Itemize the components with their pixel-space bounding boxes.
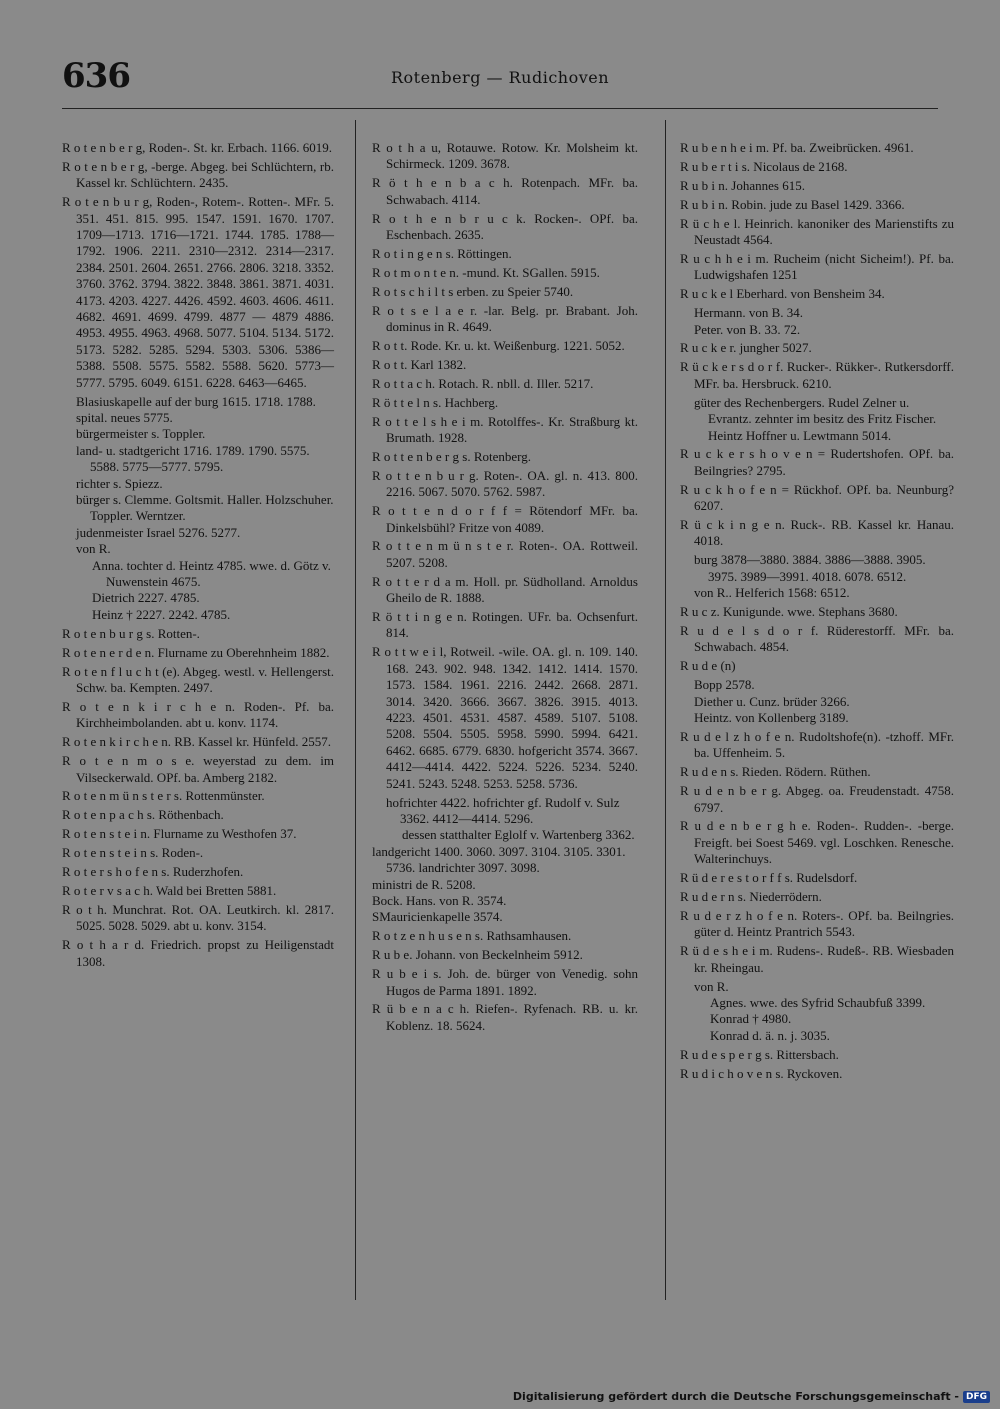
index-entry [62, 845, 334, 861]
index-entry [372, 246, 638, 262]
index-entry-text: R o t t e n d o r f f = Rötendorf MFr. ba. Dinkelsbühl? Fritze von 4089. [372, 503, 638, 535]
index-subentry: Agnes. wwe. des Syfrid Schaubfuß 3399. [710, 995, 926, 1010]
index-entry [372, 503, 638, 536]
column-3 [680, 140, 954, 1085]
index-entry-text: R o t e n p a c h s. Röthenbach. [62, 807, 224, 823]
index-entry-text: R ü b e n a c h. Riefen-. Ryfenach. RB. u. kr. Koblenz. 18. 5624. [372, 1001, 638, 1033]
index-entry-text: R o t e r s h o f e n s. Ruderzhofen. [62, 864, 244, 880]
index-entry [62, 734, 334, 750]
index-subentry: von R. [76, 541, 111, 557]
index-entry-text: R o t t e l s h e i m. Rotolffes-. Kr. Straßburg kt. Brumath. 1928. [372, 413, 638, 445]
index-entry [62, 753, 334, 786]
index-subentry: Peter. von B. 33. 72. [694, 321, 801, 337]
index-subentry: güter des Rechenbergers. Rudel Zelner u. Evrantz. zehnter im besitz des Fritz Fischer. Heintz Hoffner u. Lewtmann 5014. [694, 394, 937, 443]
index-entry-text: R o t e n s t e i n s. Roden-. [62, 845, 204, 861]
index-subentry: dessen statthalter Eglolf v. Wartenberg 3362. [402, 827, 635, 843]
index-entry-text: R ü c k e r s d o r f. Rucker-. Rükker-. Rutkersdorff. MFr. ba. Hersbruck. 6210. [680, 359, 954, 391]
index-entry [680, 517, 954, 602]
index-entry-text: R u d e n b e r g. Abgeg. oa. Freudenstadt. 4758. 6797. [680, 783, 954, 815]
index-entry [372, 966, 638, 999]
index-entry-text: R u b e r t i s. Nicolaus de 2168. [680, 158, 848, 174]
page-number: 636 [62, 56, 130, 96]
index-entry-text: R o t z e n h u s e n s. Rathsamhausen. [372, 928, 572, 944]
index-entry-text: R ü c k i n g e n. Ruck-. RB. Kassel kr. Hanau. 4018. [680, 517, 954, 549]
index-entry-text: R o t e n k i r c h e n. Roden-. Pf. ba. Kirchheimbolanden. abt u. konv. 1174. [62, 698, 334, 731]
index-subentry: Blasiuskapelle auf der burg 1615. 1718. 1788. [76, 393, 316, 409]
index-entry [680, 908, 954, 941]
index-entry [680, 1066, 954, 1082]
index-entry [372, 468, 638, 501]
index-entry [372, 609, 638, 642]
index-subentry: Hermann. von B. 34. [694, 305, 804, 321]
index-entry-text: R u d e n s. Rieden. Rödern. Rüthen. [680, 764, 871, 780]
index-entry-text: R o t e n m ü n s t e r s. Rottenmünster. [62, 788, 265, 804]
index-subentry: spital. neues 5775. [76, 410, 173, 425]
index-entry-text: R o t h a u, Rotauwe. Rotow. Kr. Molsheim kt. Schirmeck. 1209. 3678. [372, 140, 638, 172]
index-entry [372, 449, 638, 465]
index-entry-text: R o t t w e i l, Rotweil. -wile. OA. gl. n. 109. 140. 168. 243. 902. 948. 1342. 1412. 1414. 1570. 1573. 1584. 1961. 2216. 2442. 2668. 2871. 3014. 3420. 3666. 3667. 3826. 3915. 4013. 4223. 4501. 4531. 4587. 4589. 5107. 5108. 5208. 5504. 5505. 5958. 5990. 5994. 6421. 6462. 6685. 6779. 6830. hofgericht 3574. 3667. 4412—4414. 4422. 5224. 5226. 5234. 5240. 5241. 5243. 5248. 5253. 5258. 5736. [372, 644, 638, 791]
index-entry-text: R o t e n k i r c h e n. RB. Kassel kr. Hünfeld. 2557. [62, 734, 331, 750]
index-subentry: Dietrich 2227. 4785. [92, 590, 200, 606]
index-entry-text: R o t t. Karl 1382. [372, 356, 467, 372]
index-entry-text: R u d e n b e r g h e. Roden-. Rudden-. -berge. Freigft. bei Soest 5469. vgl. Loschken. Renesche. Walterinchuys. [680, 818, 954, 867]
index-subentry: Bock. Hans. von R. 3574. [372, 892, 507, 908]
index-entry [62, 699, 334, 732]
index-entry-text: R u b e i s. Joh. de. bürger von Venedig. sohn Hugos de Parma 1891. 1892. [372, 966, 638, 998]
column-separator-1 [355, 120, 356, 1300]
index-entry [372, 376, 638, 392]
index-entry-text: R ü c h e l. Heinrich. kanoniker des Marienstifts zu Neustadt 4564. [680, 215, 954, 248]
index-entry [680, 604, 954, 620]
index-entry [372, 395, 638, 411]
index-entry [680, 340, 954, 356]
index-entry [680, 870, 954, 886]
index-entry [680, 286, 954, 338]
index-entry [680, 359, 954, 444]
index-entry-text: R u b e. Johann. von Beckelnheim 5912. [372, 947, 583, 963]
index-entry [62, 645, 334, 661]
index-subentry: bürgermeister s. Toppler. [76, 426, 206, 442]
index-subentry: Konrad † 4980. [710, 1011, 792, 1027]
index-entry [62, 140, 334, 156]
index-entry-text: R o t t. Rode. Kr. u. kt. Weißenburg. 1221. 5052. [372, 337, 625, 353]
index-entry-text: R u c h h e i m. Rucheim (nicht Sicheim!). Pf. ba. Ludwigshafen 1251 [680, 250, 954, 283]
index-subentry: bürger s. Clemme. Goltsmit. Haller. Holzschuher. Toppler. Werntzer. [76, 492, 334, 524]
index-entry-text: R u b e n h e i m. Pf. ba. Zweibrücken. 4961. [680, 140, 914, 155]
index-subentry: Bopp 2578. [694, 677, 755, 693]
index-entry [680, 1047, 954, 1063]
index-entry [680, 197, 954, 213]
index-entry-text: R o t e n b u r g, Roden-, Rotem-. Rotten-. MFr. 5. 351. 451. 815. 995. 1547. 1591. 1670. 1707. 1709—1713. 1716—1721. 1744. 1785. 1788—1792. 1906. 2211. 2310—2312. 2314—2317. 2384. 2501. 2604. 2651. 2766. 2806. 3218. 3352. 3760. 3762. 3794. 3822. 3848. 3861. 3871. 4031. 4173. 4203. 4227. 4426. 4592. 4603. 4606. 4611. 4682. 4691. 4699. 4799. 4877 — 4879 4886. 4953. 4955. 4963. 4968. 5077. 5104. 5134. 5172. 5173. 5282. 5285. 5294. 5303. 5306. 5386—5388. 5508. 5575. 5582. 5588. 5620. 5773—5777. 5795. 6049. 6151. 6228. 6463—6465. [62, 194, 334, 390]
index-entry [62, 807, 334, 823]
index-entry-text: R o t e n e r d e n. Flurname zu Oberehnheim 1882. [62, 644, 330, 660]
index-entry [680, 658, 954, 726]
index-subentry: burg 3878—3880. 3884. 3886—3888. 3905. 3975. 3989—3991. 4018. 6078. 6512. [694, 552, 926, 584]
index-entry [680, 140, 954, 156]
index-entry-text: R u d e l z h o f e n. Rudoltshofe(n). -tzhoff. MFr. ba. Uffenheim. 5. [680, 728, 954, 761]
index-entry [372, 175, 638, 208]
index-entry-text: R u d e r n s. Niederrödern. [680, 889, 822, 905]
index-entry [680, 216, 954, 249]
index-entry-text: R o t t e n m ü n s t e r. Roten-. OA. Rottweil. 5207. 5208. [372, 538, 638, 570]
index-entry [372, 414, 638, 447]
index-subentry: Heinz † 2227. 2242. 4785. [92, 606, 231, 622]
index-entry-text: R o t e n b u r g s. Rotten-. [62, 625, 200, 641]
index-entry [680, 889, 954, 905]
index-entry [62, 194, 334, 623]
index-entry-text: R o t s c h i l t s erben. zu Speier 5740. [372, 283, 574, 299]
index-subentry: von R. [694, 978, 729, 994]
index-entry [372, 211, 638, 244]
index-subentry: SMauricienkapelle 3574. [372, 909, 503, 925]
index-subentry: von R.. Helferich 1568: 6512. [694, 585, 850, 601]
index-entry-text: R u c k e r. jungher 5027. [680, 340, 812, 356]
index-entry-text: R ö t h e n b a c h. Rotenpach. MFr. ba. Schwabach. 4114. [372, 175, 638, 207]
index-entry-text: R u d e r z h o f e n. Roters-. OPf. ba. Beilngries. güter d. Heintz Prantrich 5543. [680, 907, 954, 940]
index-entry-text: R u d e l s d o r f. Rüderestorff. MFr. ba. Schwabach. 4854. [680, 622, 954, 655]
column-1 [62, 140, 334, 973]
index-subentry: richter s. Spiezz. [76, 475, 163, 491]
index-subentry: landgericht 1400. 3060. 3097. 3104. 3105. 3301. 5736. landrichter 3097. 3098. [372, 843, 626, 876]
index-entry [62, 902, 334, 935]
index-entry-text: R u c k e r s h o v e n = Rudertshofen. OPf. ba. Beilngries? 2795. [680, 446, 954, 478]
index-entry [372, 284, 638, 300]
index-subentry: hofrichter 4422. hofrichter gf. Rudolf v. Sulz 3362. 4412—4414. 5296. [386, 794, 620, 826]
index-entry-text: R o t h e n b r u c k. Rocken-. OPf. ba. Eschenbach. 2635. [372, 210, 638, 243]
index-entry-text: R o t e n b e r g, -berge. Abgeg. bei Schlüchtern, rb. Kassel kr. Schlüchtern. 2435. [62, 158, 334, 191]
index-entry [62, 626, 334, 642]
header-rule [62, 108, 938, 109]
index-entry-text: R ö t t i n g e n. Rotingen. UFr. ba. Ochsenfurt. 814. [372, 609, 638, 641]
index-entry [680, 623, 954, 656]
index-entry [62, 937, 334, 970]
index-entry-text: R u b i n. Johannes 615. [680, 177, 805, 193]
index-entry [372, 140, 638, 173]
index-entry [62, 826, 334, 842]
index-entry-text: R o t s e l a e r. -lar. Belg. pr. Brabant. Joh. dominus in R. 4649. [372, 302, 638, 335]
index-entry [680, 178, 954, 194]
footer [513, 1390, 990, 1403]
index-entry-text: R u d e s p e r g s. Rittersbach. [680, 1046, 839, 1062]
index-entry-text: R u c k h o f e n = Rückhof. OPf. ba. Neunburg? 6207. [680, 481, 954, 514]
index-entry [680, 159, 954, 175]
index-entry-text: R o t t e n b u r g. Roten-. OA. gl. n. 413. 800. 2216. 5067. 5070. 5762. 5987. [372, 467, 638, 500]
index-entry [62, 788, 334, 804]
index-entry-text: R u b i n. Robin. jude zu Basel 1429. 3366. [680, 196, 905, 212]
column-separator-2 [665, 120, 666, 1300]
dfg-logo: DFG [963, 1391, 990, 1403]
index-entry [680, 818, 954, 867]
index-entry-text: R u d i c h o v e n s. Ryckoven. [680, 1065, 843, 1081]
index-entry [372, 928, 638, 944]
footer-text: Digitalisierung gefördert durch die Deutsche Forschungsgemeinschaft - [512, 1390, 959, 1403]
index-subentry: land- u. stadtgericht 1716. 1789. 1790. 5575. 5588. 5775—5777. 5795. [76, 442, 310, 475]
index-subentry: Heintz. von Kollenberg 3189. [694, 710, 849, 725]
index-entry [372, 338, 638, 354]
running-head: Rotenberg — Rudichoven [390, 68, 610, 87]
index-entry [680, 729, 954, 762]
index-entry-text: R o t e n f l u c h t (e). Abgeg. westl. v. Hellengerst. Schw. ba. Kempten. 2497. [62, 663, 334, 695]
index-subentry: Diether u. Cunz. brüder 3266. [694, 693, 850, 709]
index-entry [372, 1001, 638, 1034]
index-entry [372, 357, 638, 373]
index-subentry: Anna. tochter d. Heintz 4785. wwe. d. Götz v. Nuwenstein 4675. [92, 557, 331, 590]
index-entry [62, 664, 334, 697]
index-entry [680, 251, 954, 284]
index-entry [680, 446, 954, 479]
index-entry-text: R o t i n g e n s. Röttingen. [372, 245, 512, 261]
index-entry-text: R o t e n m o s e. weyerstad zu dem. im Vilseckerwald. OPf. ba. Amberg 2182. [62, 753, 334, 785]
index-entry [680, 764, 954, 780]
index-entry [372, 644, 638, 925]
index-entry-text: R o t h a r d. Friedrich. propst zu Heiligenstadt 1308. [62, 937, 334, 969]
index-entry-text: R o t m o n t e n. -mund. Kt. SGallen. 5915. [372, 264, 600, 280]
index-entry-text: R o t t e n b e r g s. Rotenberg. [372, 448, 531, 464]
index-entry-text: R u c z. Kunigunde. wwe. Stephans 3680. [680, 604, 898, 620]
index-entry [372, 265, 638, 281]
index-entry-text: R o t e n s t e i n. Flurname zu Westhofen 37. [62, 826, 297, 842]
index-entry [372, 574, 638, 607]
index-subentry: ministri de R. 5208. [372, 876, 476, 892]
index-entry [372, 947, 638, 963]
index-entry-text: R u c k e l Eberhard. von Bensheim 34. [680, 286, 885, 302]
index-entry-text: R o t e n b e r g, Roden-. St. kr. Erbach. 1166. 6019. [62, 140, 332, 155]
index-entry [62, 159, 334, 192]
index-entry [680, 482, 954, 515]
index-entry-text: R ü d e s h e i m. Rudens-. Rudeß-. RB. Wiesbaden kr. Rheingau. [680, 943, 954, 975]
index-entry [62, 864, 334, 880]
index-entry-text: R o t e r v s a c h. Wald bei Bretten 5881. [62, 882, 277, 898]
index-entry-text: R ü d e r e s t o r f f s. Rudelsdorf. [680, 870, 858, 886]
index-entry-text: R o t h. Munchrat. Rot. OA. Leutkirch. kl. 2817. 5025. 5028. 5029. abt u. konv. 3154. [62, 901, 334, 934]
index-entry-text: R o t t a c h. Rotach. R. nbll. d. Iller. 5217. [372, 375, 594, 391]
column-2 [372, 140, 638, 1037]
index-entry [372, 538, 638, 571]
index-entry [680, 943, 954, 1044]
index-entry-text: R o t t e r d a m. Holl. pr. Südholland. Arnoldus Gheilo de R. 1888. [372, 573, 638, 606]
index-entry [680, 783, 954, 816]
index-entry-text: R ö t t e l n s. Hachberg. [372, 394, 499, 410]
index-subentry: judenmeister Israel 5276. 5277. [76, 524, 241, 540]
index-entry-text: R u d e (n) [680, 658, 736, 674]
index-entry [62, 883, 334, 899]
index-subentry: Konrad d. ä. n. j. 3035. [710, 1027, 830, 1043]
index-entry [372, 303, 638, 336]
